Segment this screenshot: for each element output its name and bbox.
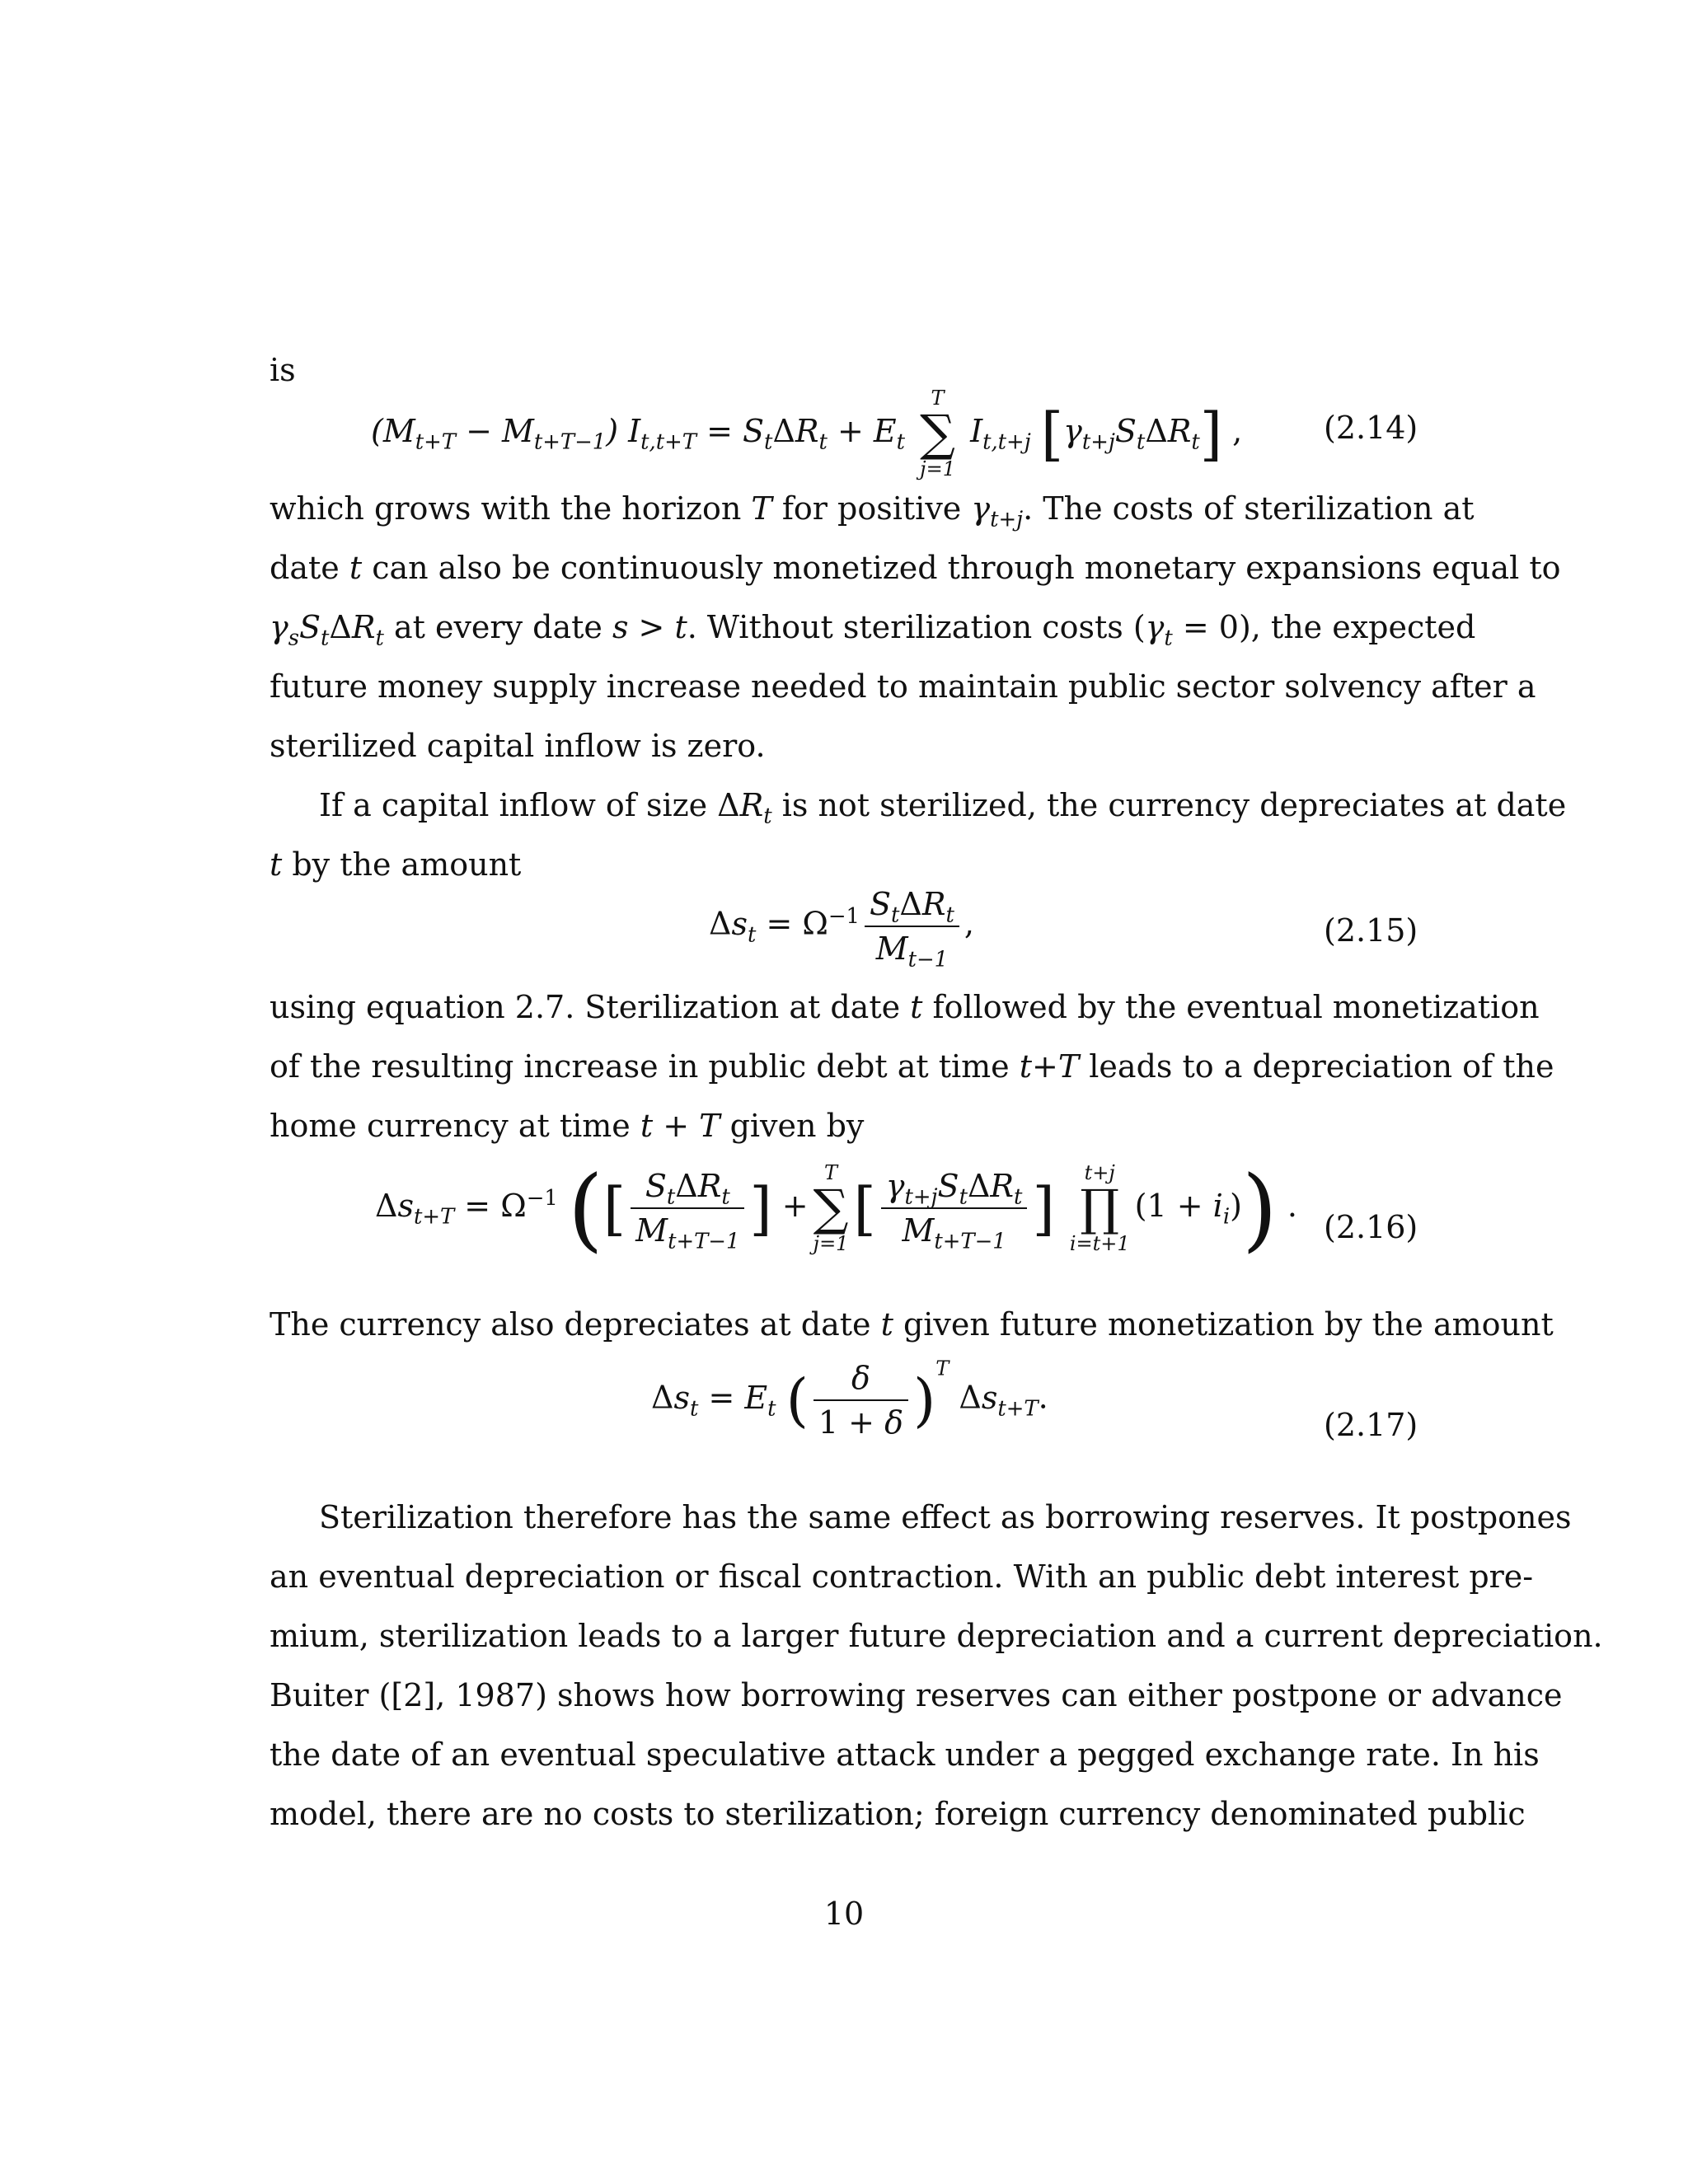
- text-line: home currency at time t + T given by: [270, 1108, 865, 1144]
- equation-2-15: $\Delta s_t = \Omega^{-1}$ $\frac{S_t\Delta R_t}{M_{t-1}}$ ,: [709, 886, 974, 972]
- equation-number: (2.14): [1324, 410, 1418, 446]
- page-number: 10: [823, 1896, 865, 1932]
- text-line: future money supply increase needed to maintain public sector solvency after a: [270, 668, 1536, 705]
- text-line: Buiter ([2], 1987) shows how borrowing reserves can either postpone or advance: [270, 1677, 1563, 1713]
- equation-2-17: $\Delta s_t = E_t$ ( $\frac{\delta}{1 + \delta}$ )$^T$ $\Delta s_{t+T}$.: [651, 1357, 1048, 1441]
- text-line: an eventual depreciation or fiscal contraction. With an public debt interest pre-: [270, 1558, 1534, 1595]
- text-line: If a capital inflow of size $\Delta R_t$ is not sterilized, the currency depreciates at date: [319, 787, 1567, 829]
- text-line: model, there are no costs to sterilization; foreign currency denominated public: [270, 1796, 1526, 1832]
- equation-2-16: $\Delta s_{t+T} = \Omega^{-1}$ ([ $\frac{S_t\Delta R_t}{M_{t+T-1}}$ ] + T ∑ j=1 [ $\frac{\gamma_{t+j}S_t\Delta R_t}{M_{t+T-1}}$ ] t+j ∏ i=t+1 $(1 + i_i)$) .: [375, 1155, 1297, 1262]
- equation-number: (2.17): [1324, 1407, 1418, 1443]
- text-line-is: is: [270, 352, 296, 388]
- equation-2-14: $(M_{t+T} - M_{t+T-1}) I_{t,t+T} = S_t\Delta R_t + E_t$ T ∑ j=1 $I_{t,t+j}$ $[\gamma_{t+j}S_t\Delta R_t]$ ,: [371, 387, 1243, 481]
- equation-number: (2.15): [1324, 912, 1418, 949]
- equation-number: (2.16): [1324, 1209, 1418, 1245]
- text-line: the date of an eventual speculative attack under a pegged exchange rate. In his: [270, 1736, 1540, 1773]
- text-line: $\gamma_sS_t\Delta R_t$ at every date s > t. Without sterilization costs $(\gamma_t = 0)$, the expected: [270, 609, 1476, 651]
- text-line: t by the amount: [270, 846, 522, 883]
- text-line: of the resulting increase in public debt at time t+T leads to a depreciation of the: [270, 1048, 1554, 1085]
- text-line: mium, sterilization leads to a larger future depreciation and a current depreciation.: [270, 1618, 1603, 1654]
- text-line: Sterilization therefore has the same effect as borrowing reserves. It postpones: [319, 1499, 1572, 1535]
- text-line: sterilized capital inflow is zero.: [270, 728, 766, 764]
- text-line: The currency also depreciates at date t given future monetization by the amount: [270, 1306, 1554, 1343]
- text-line: which grows with the horizon T for positive $\gamma_{t+j}$. The costs of sterilization at: [270, 490, 1475, 532]
- text-line: using equation 2.7. Sterilization at date t followed by the eventual monetization: [270, 989, 1540, 1025]
- text-line: date t can also be continuously monetized through monetary expansions equal to: [270, 550, 1561, 586]
